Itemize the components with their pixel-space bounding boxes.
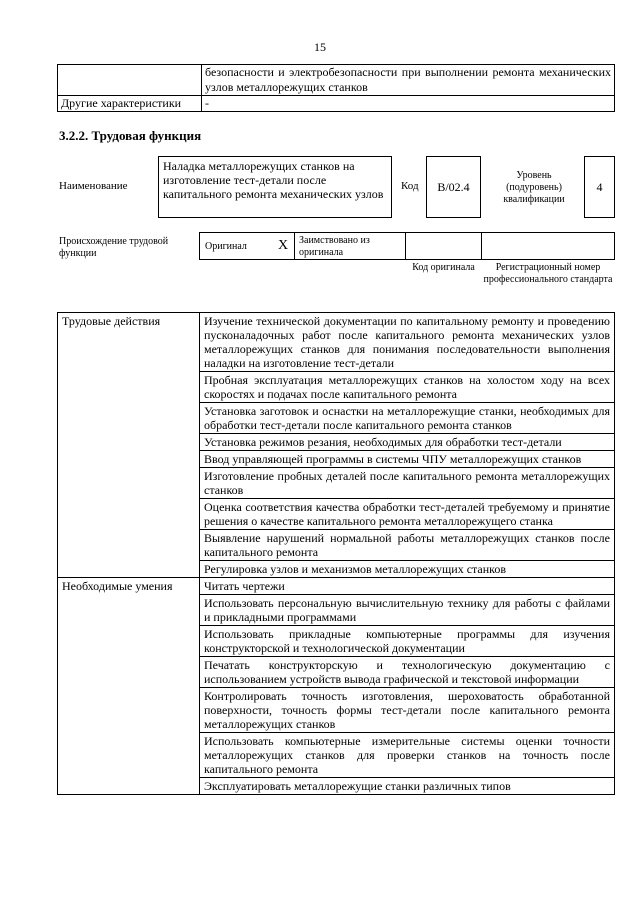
- section-label-cell: [58, 451, 200, 468]
- section-label-cell: [58, 530, 200, 561]
- original-mark: X: [278, 238, 289, 253]
- reg-number-label: Регистрационный номер профессионального стандарта: [483, 262, 613, 285]
- list-item: Изготовление пробных деталей после капитального ремонта металлорежущих станков: [200, 468, 615, 499]
- code-original-label: Код оригинала: [412, 262, 475, 273]
- borrowed-label: Заимствовано из оригинала: [299, 235, 370, 258]
- function-name-value: Наладка металлорежущих станков на изготовление тест-детали после капитального ремонта механических узлов: [163, 159, 384, 201]
- function-name-box: [158, 156, 392, 218]
- list-item: Оценка соответствия качества обработки тест-деталей требуемому и принятие решения о качестве капитального ремонта металлорежущего станка: [200, 499, 615, 530]
- section-label-cell: [58, 688, 200, 733]
- table-row: [58, 578, 615, 595]
- code-label: Код: [401, 180, 419, 192]
- list-item: Использовать персональную вычислительную технику для работы с файлами и прикладными программами: [200, 595, 615, 626]
- list-item: Выявление нарушений нормальной работы металлорежущих станков после капитального ремонта: [200, 530, 615, 561]
- top-characteristics-table: [57, 64, 615, 112]
- section-label-cell: [58, 626, 200, 657]
- table-row: [58, 688, 615, 733]
- table-row: [58, 96, 615, 112]
- list-item: Установка заготовок и оснастки на металлорежущие станки, необходимых для обработки тест-детали после капитального ремонта станков: [200, 403, 615, 434]
- table-row: [58, 372, 615, 403]
- table-row: [58, 434, 615, 451]
- table-row: [58, 626, 615, 657]
- section-label-cell: [58, 778, 200, 795]
- page-number: 15: [314, 40, 326, 54]
- section-label-cell: [58, 403, 200, 434]
- original-box: [199, 232, 295, 260]
- table-row: [58, 657, 615, 688]
- other-characteristics-label: Другие характеристики: [58, 96, 202, 112]
- labor-actions-section: [58, 313, 615, 578]
- section-label-cell: [58, 499, 200, 530]
- original-label: Оригинал: [205, 241, 247, 252]
- other-characteristics-value: -: [202, 96, 615, 112]
- list-item: Установка режимов резания, необходимых для обработки тест-детали: [200, 434, 615, 451]
- section-title: 3.2.2. Трудовая функция: [59, 128, 202, 143]
- section-label-cell: [58, 561, 200, 578]
- table-cell-empty: [58, 65, 202, 96]
- table-row: [58, 65, 615, 96]
- table-cell: безопасности и электробезопасности при выполнении ремонта механических узлов металлорежущих станков: [202, 65, 615, 96]
- labor-actions-label: Трудовые действия: [58, 313, 200, 372]
- section-label-cell: [58, 657, 200, 688]
- list-item: Изучение технической документации по капитальному ремонту и проведению пусконаладочных работ после капитального ремонта механических узлов металлорежущих станков для понимания последовательности выполнения наладки на изготовление тест-детали: [200, 313, 615, 372]
- section-label-cell: [58, 372, 200, 403]
- section-label-cell: [58, 733, 200, 778]
- origin-label: Происхождение трудовой функции: [59, 236, 169, 259]
- list-item: Ввод управляющей программы в системы ЧПУ металлорежущих станков: [200, 451, 615, 468]
- table-row: [58, 403, 615, 434]
- table-row: [58, 530, 615, 561]
- table-row: [58, 313, 615, 372]
- list-item: Пробная эксплуатация металлорежущих станков на холостом ходу на всех скоростях и подачах после капитального ремонта: [200, 372, 615, 403]
- table-row: [58, 468, 615, 499]
- table-row: [58, 451, 615, 468]
- list-item: Регулировка узлов и механизмов металлорежущих станков: [200, 561, 615, 578]
- skills-label: Необходимые умения: [58, 578, 200, 595]
- level-box: [584, 156, 615, 218]
- table-row: [58, 778, 615, 795]
- table-row: [58, 733, 615, 778]
- level-value: 4: [596, 179, 603, 194]
- table-row: [58, 595, 615, 626]
- list-item: Использовать прикладные компьютерные программы для изучения конструкторской и технологической документации: [200, 626, 615, 657]
- section-label-cell: [58, 595, 200, 626]
- code-original-box: [405, 232, 482, 260]
- list-item: Печатать конструкторскую и технологическую документацию с использованием устройств вывода графической и текстовой информации: [200, 657, 615, 688]
- level-label: Уровень (подуровень) квалификации: [503, 170, 565, 205]
- list-item: Использовать компьютерные измерительные системы оценки точности металлорежущих станков для проверки станков на точность после капитального ремонта: [200, 733, 615, 778]
- section-label-cell: [58, 468, 200, 499]
- code-value: B/02.4: [437, 179, 470, 194]
- code-box: [426, 156, 481, 218]
- section-label-cell: [58, 434, 200, 451]
- name-label: Наименование: [59, 180, 128, 192]
- list-item: Читать чертежи: [200, 578, 615, 595]
- labor-function-table: [57, 312, 615, 795]
- list-item: Эксплуатировать металлорежущие станки различных типов: [200, 778, 615, 795]
- skills-section: [58, 578, 615, 795]
- table-row: [58, 499, 615, 530]
- list-item: Контролировать точность изготовления, шероховатость обработанной поверхности, точность формы тест-детали после капитального ремонта металлорежущих станков: [200, 688, 615, 733]
- table-row: [58, 561, 615, 578]
- reg-number-box: [481, 232, 615, 260]
- borrowed-box: [294, 232, 406, 260]
